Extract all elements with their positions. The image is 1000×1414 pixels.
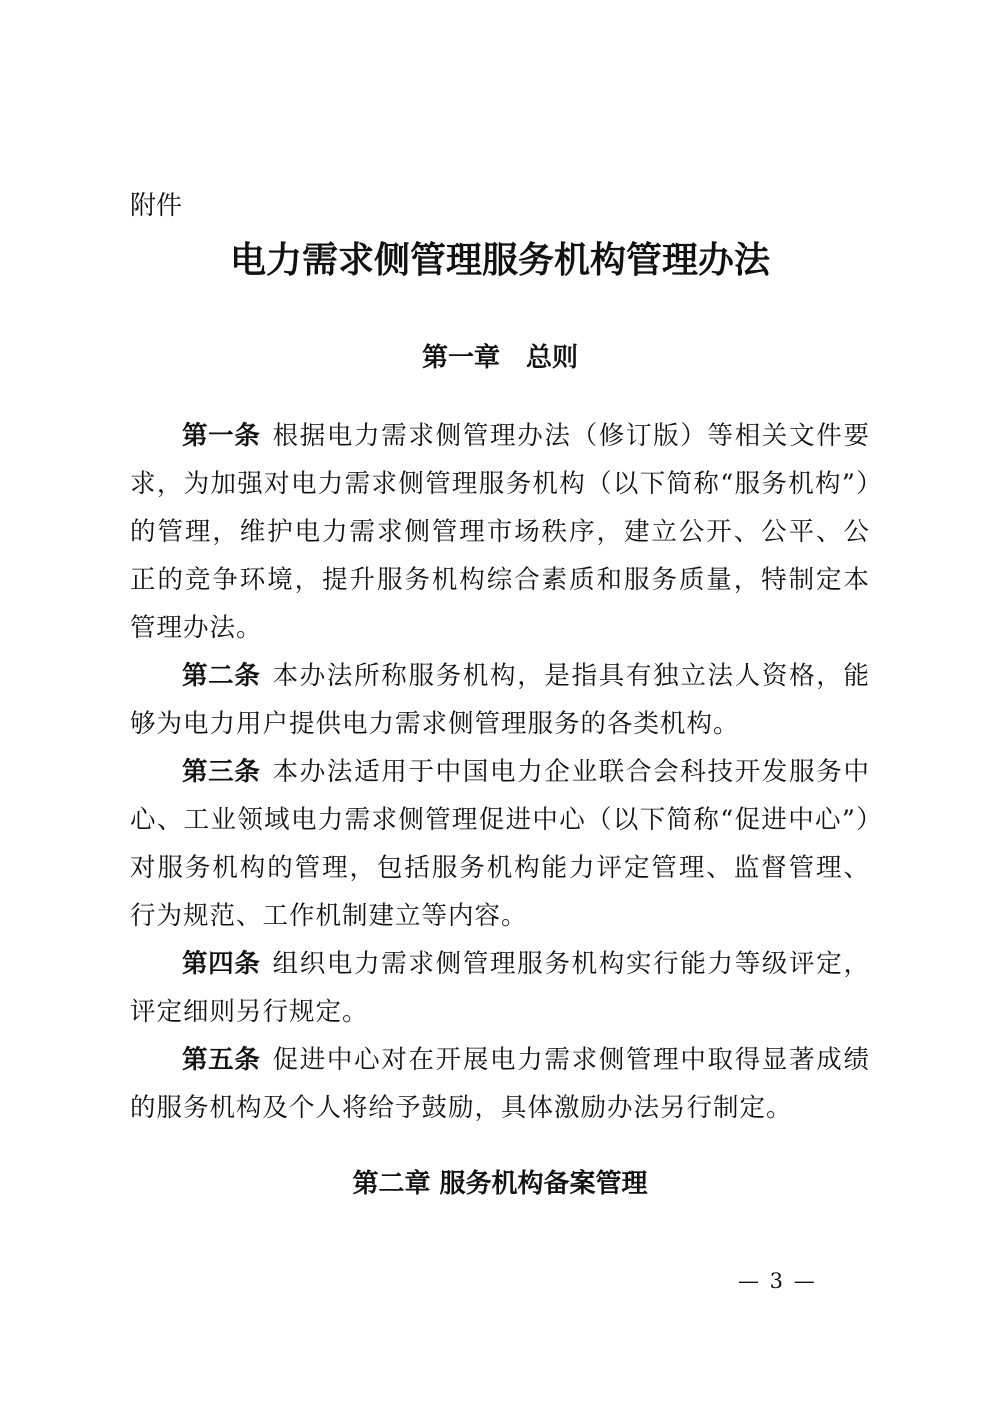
article-2 bbox=[130, 652, 870, 748]
attachment-label: 附件 bbox=[130, 191, 183, 221]
article-1-text: 根据电力需求侧管理办法（修订版）等相关文件要求，为加强对电力需求侧管理服务机构（以下简称“服务机构”）的管理，维护电力需求侧管理市场秩序，建立公开、公平、公正的竞争环境，提升服务机构综合素质和服务质量，特制定本管理办法。 bbox=[130, 421, 870, 643]
article-3-label: 第三条 bbox=[182, 757, 261, 787]
article-4 bbox=[130, 940, 870, 1036]
article-4-text: 组织电力需求侧管理服务机构实行能力等级评定，评定细则另行规定。 bbox=[130, 949, 870, 1027]
article-2-text: 本办法所称服务机构，是指具有独立法人资格，能够为电力用户提供电力需求侧管理服务的各类机构。 bbox=[130, 661, 870, 739]
chapter-heading-2: 第二章 服务机构备案管理 bbox=[352, 1169, 648, 1199]
article-5 bbox=[130, 1036, 870, 1132]
document-title: 电力需求侧管理服务机构管理办法 bbox=[229, 239, 770, 281]
article-3 bbox=[130, 748, 870, 940]
article-5-text: 促进中心对在开展电力需求侧管理中取得显著成绩的服务机构及个人将给予鼓励，具体激励办法另行制定。 bbox=[130, 1045, 870, 1123]
article-2-label: 第二条 bbox=[182, 661, 261, 691]
page-number: — 3 — bbox=[738, 1269, 817, 1293]
chapter-1-body bbox=[130, 412, 870, 1132]
chapter-heading-1: 第一章 总则 bbox=[421, 343, 578, 373]
article-5-label: 第五条 bbox=[182, 1045, 261, 1075]
article-4-label: 第四条 bbox=[182, 949, 261, 979]
article-1-label: 第一条 bbox=[182, 421, 261, 451]
article-3-text: 本办法适用于中国电力企业联合会科技开发服务中心、工业领域电力需求侧管理促进中心（以下简称“促进中心”）对服务机构的管理，包括服务机构能力评定管理、监督管理、行为规范、工作机制建立等内容。 bbox=[130, 757, 870, 931]
article-1 bbox=[130, 412, 870, 652]
